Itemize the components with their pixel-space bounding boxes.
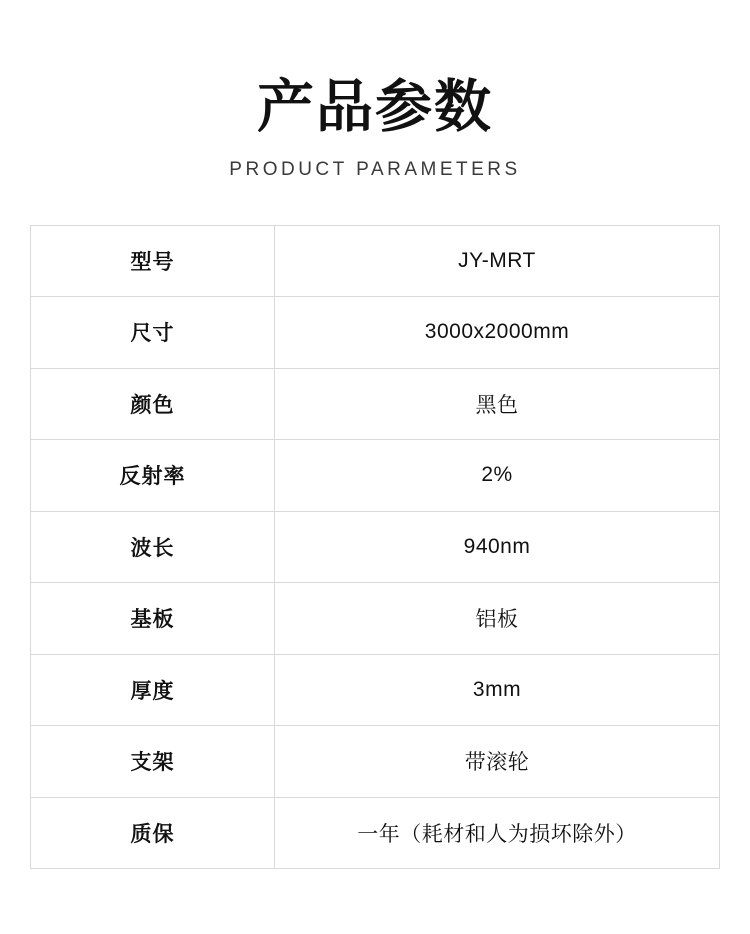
spec-label: 型号 xyxy=(31,225,275,297)
table-row xyxy=(31,583,720,655)
spec-label: 反射率 xyxy=(31,440,275,512)
spec-value: JY-MRT xyxy=(275,225,720,297)
spec-label: 质保 xyxy=(31,797,275,869)
spec-value: 黑色 xyxy=(275,368,720,440)
spec-label: 尺寸 xyxy=(31,297,275,369)
spec-value: 2% xyxy=(275,440,720,512)
spec-value: 940nm xyxy=(275,511,720,583)
spec-value: 带滚轮 xyxy=(275,726,720,798)
spec-label: 支架 xyxy=(31,726,275,798)
specification-table-body xyxy=(31,225,720,869)
table-row xyxy=(31,225,720,297)
page-header xyxy=(0,0,750,181)
spec-value: 3000x2000mm xyxy=(275,297,720,369)
spec-value: 铝板 xyxy=(275,583,720,655)
table-row xyxy=(31,726,720,798)
table-row xyxy=(31,368,720,440)
table-row xyxy=(31,797,720,869)
table-row xyxy=(31,297,720,369)
table-row xyxy=(31,654,720,726)
spec-label: 厚度 xyxy=(31,654,275,726)
table-row xyxy=(31,440,720,512)
page-title: 产品参数 xyxy=(257,75,493,139)
spec-label: 基板 xyxy=(31,583,275,655)
table-row xyxy=(31,511,720,583)
spec-label: 颜色 xyxy=(31,368,275,440)
spec-label: 波长 xyxy=(31,511,275,583)
spec-value: 3mm xyxy=(275,654,720,726)
page-subtitle: PRODUCT PARAMETERS xyxy=(229,158,521,180)
specification-table xyxy=(30,225,720,870)
spec-value: 一年（耗材和人为损坏除外） xyxy=(275,797,720,869)
